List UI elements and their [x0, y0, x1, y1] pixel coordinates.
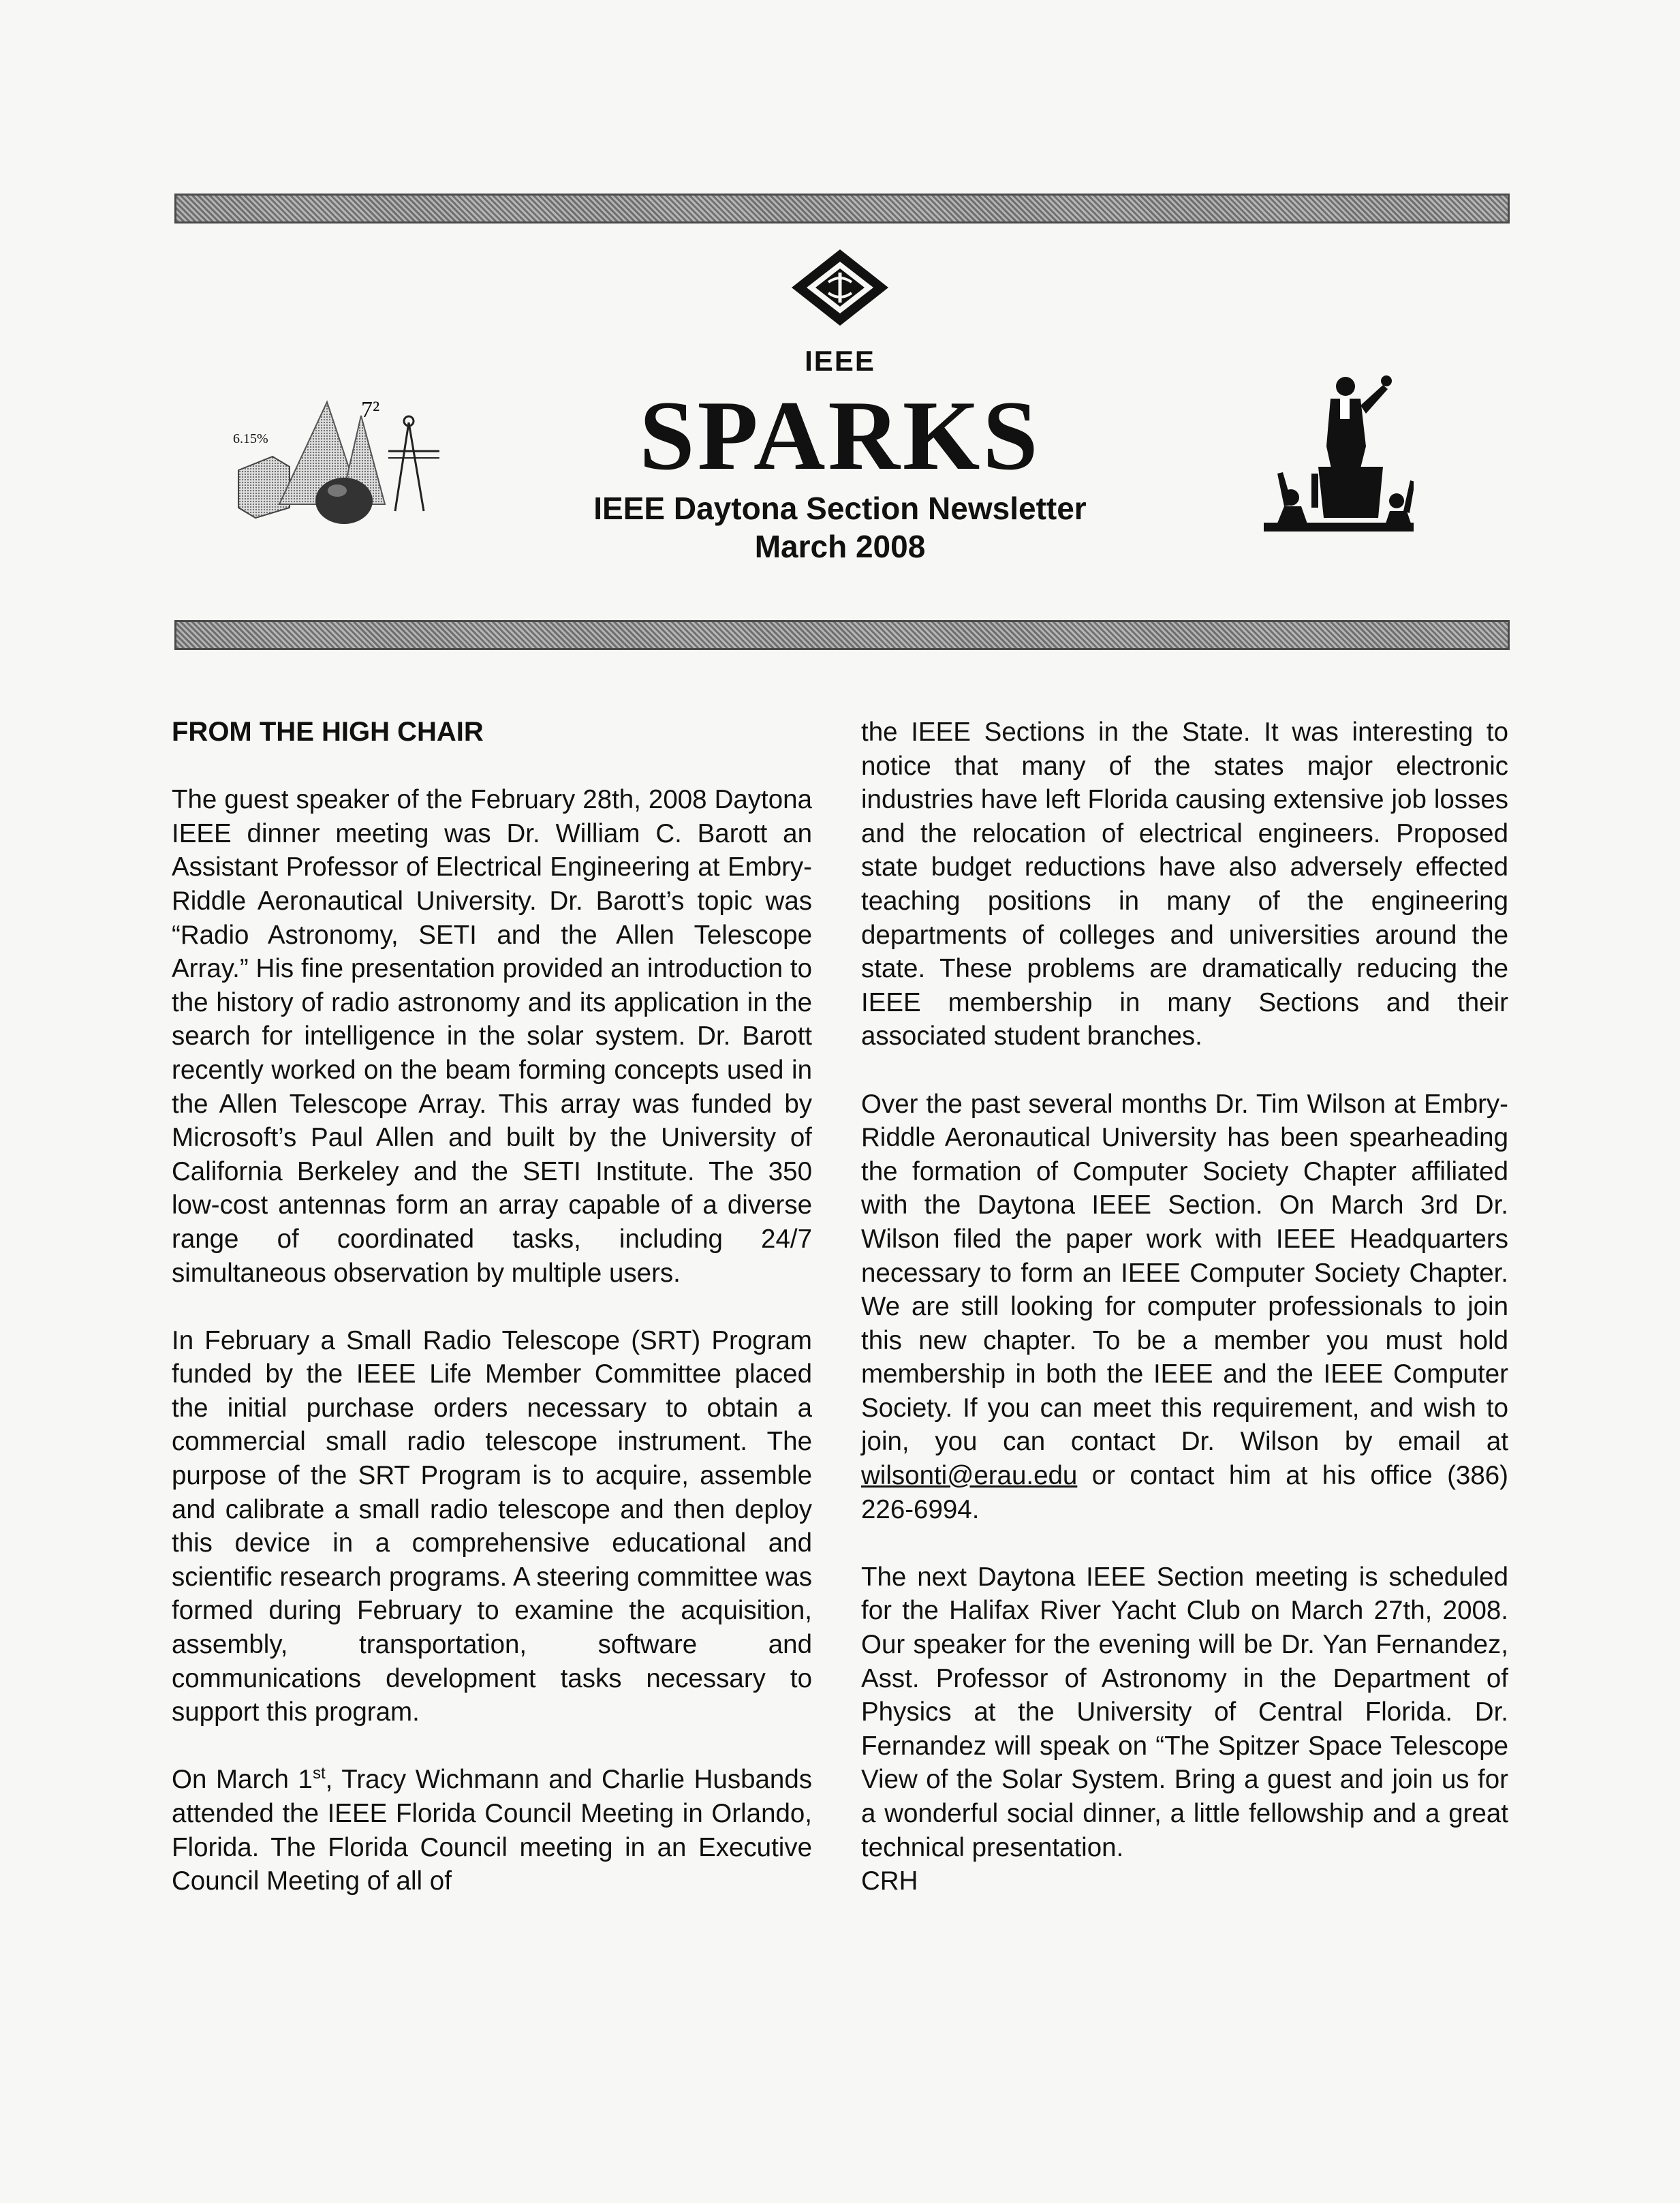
- issue-date: March 2008: [754, 529, 926, 564]
- text-fragment: , Tracy Wichmann and Charlie Husbands attended the IEEE Florida Council Meeting in Orlando, Florida. The Florida Council meeting in an Executive Council Meeting of all of: [172, 1765, 812, 1896]
- clipart-label: 6.15%: [233, 431, 268, 446]
- email-link[interactable]: wilsonti@erau.edu: [861, 1461, 1078, 1491]
- article-heading: FROM THE HIGH CHAIR: [172, 717, 484, 747]
- article-column-right: [861, 715, 1508, 1932]
- text-fragment: Over the past several months Dr. Tim Wilson at Embry-Riddle Aeronautical University has been spearheading the formation of Computer Society Chapter affiliated with the Daytona IEEE Section. On March 3rd Dr. Wilson filed the paper work with IEEE Headquarters necessary to form an IEEE Computer Society Chapter. We are still looking for computer professionals to join this new chapter. To be a member you must hold membership in both the IEEE and the IEEE Computer Society. If you can meet this requirement, and wish to join, you can contact Dr. Wilson by email at: [861, 1089, 1508, 1457]
- superscript-st: st: [312, 1764, 326, 1783]
- clipart-label: 7²: [361, 397, 380, 422]
- geometry-clipart-icon: [225, 388, 443, 525]
- text-fragment: or contact him at his office (386) 226-6994.: [861, 1461, 1508, 1524]
- paragraph-computer-society: [861, 1088, 1508, 1527]
- newsletter-title: SPARKS: [639, 380, 1041, 491]
- text-fragment: On March 1: [172, 1765, 313, 1795]
- newsletter-subtitle: [499, 489, 1181, 566]
- lecturer-silhouette-icon: [1264, 371, 1414, 532]
- subtitle-line: IEEE Daytona Section Newsletter: [593, 491, 1087, 526]
- paragraph-speaker: The guest speaker of the February 28th, 2008 Daytona IEEE dinner meeting was Dr. William C. Barott an Assistant Professor of Electrical Engineering at Embry-Riddle Aeronautical University. Dr. Barott’s topic was “Radio Astronomy, SETI and the Allen Telescope Array.” His fine presentation provided an introduction to the history of radio astronomy and its application in the search for intelligence in the solar system. Dr. Barott recently worked on the beam forming concepts used in the Allen Telescope Array. This array was funded by Microsoft’s Paul Allen and built by the University of California Berkeley and the SETI Institute. The 350 low-cost antennas form an array capable of a diverse range of coordinated tasks, including 24/7 simultaneous observation by multiple users.: [172, 785, 812, 1288]
- paragraph-next-meeting: The next Daytona IEEE Section meeting is scheduled for the Halifax River Yacht Club on March 27th, 2008. Our speaker for the evening will be Dr. Yan Fernandez, Asst. Professor of Astronomy in the Department of Physics at the University of Central Florida. Dr. Fernandez will speak on “The Spitzer Space Telescope View of the Solar System. Bring a guest and join us for a wonderful social dinner, a little fellowship and a great technical presentation.: [861, 1562, 1508, 1862]
- header-divider-bottom: [174, 620, 1510, 650]
- paragraph-florida-council: [172, 1763, 812, 1898]
- paragraph-srt-program: In February a Small Radio Telescope (SRT) Program funded by the IEEE Life Member Committee placed the initial purchase orders necessary to obtain a commercial small radio telescope instrument. The purpose of the SRT Program is to acquire, assemble and calibrate a small radio telescope and then deploy this device in a comprehensive educational and scientific research programs. A steering committee was formed during February to examine the acquisition, assembly, transportation, software and communications development tasks necessary to support this program.: [172, 1325, 812, 1727]
- header-divider-top: [174, 194, 1510, 224]
- ieee-diamond-logo-icon: [789, 247, 891, 328]
- ieee-org-label: IEEE: [805, 345, 875, 377]
- paragraph-florida-council-continued: the IEEE Sections in the State. It was interesting to notice that many of the states major electronic industries have left Florida causing extensive job losses and the relocation of electrical engineers. Proposed state budget reductions have also adversely effected teaching positions in many of the engineering departments of colleges and universities around the state. These problems are dramatically reducing the IEEE membership in many Sections and their associated student branches.: [861, 718, 1508, 1051]
- signature: CRH: [861, 1866, 918, 1896]
- article-column-left: [172, 715, 812, 1932]
